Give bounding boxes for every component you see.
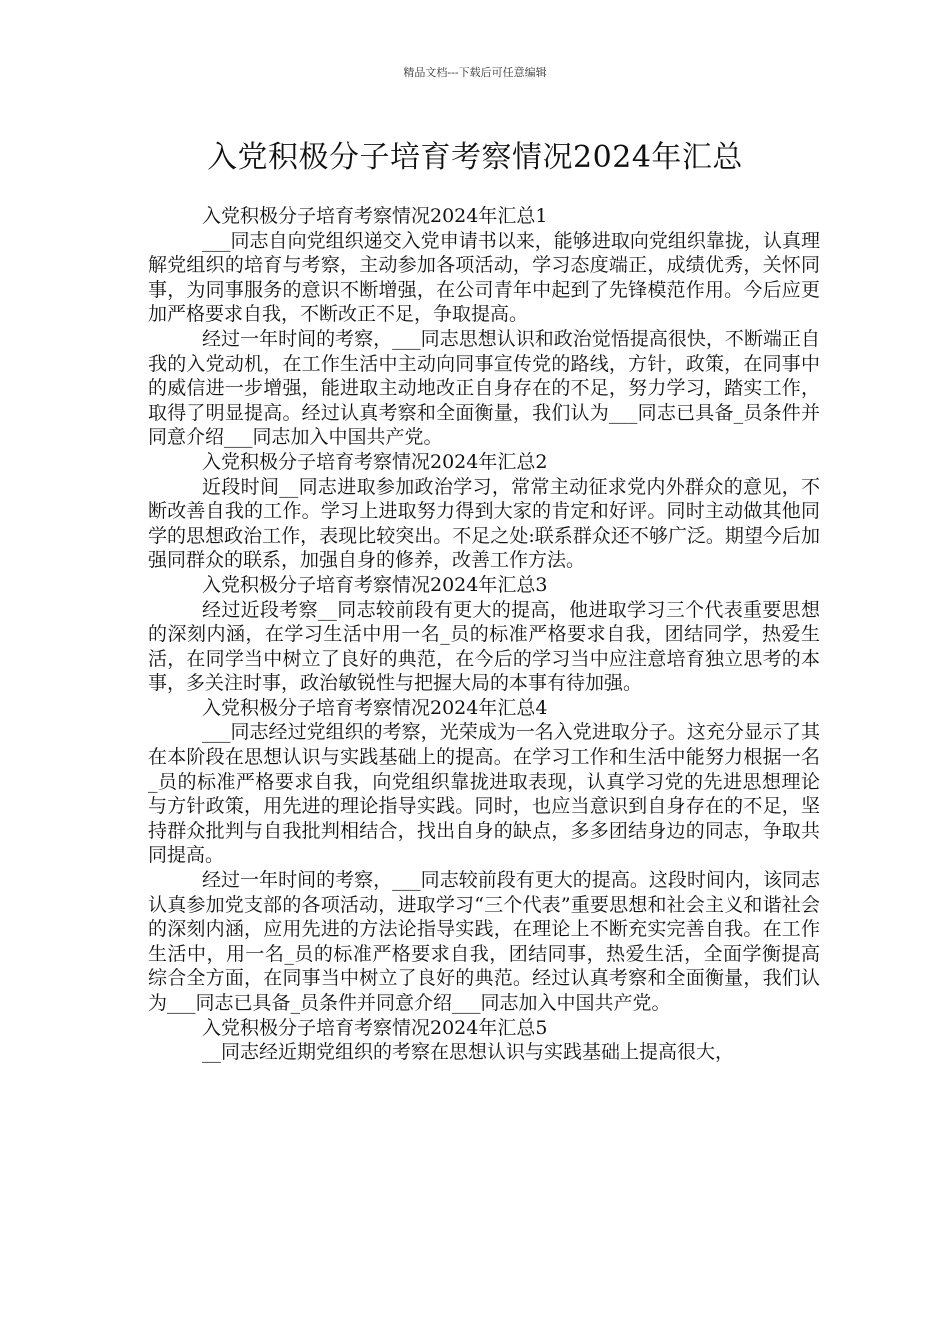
paragraph: ___同志经过党组织的考察，光荣成为一名入党进取分子。这充分显示了其在本阶段在思想认识与实践基础上的提高。在学习工作和生活中能努力根据一名_员的标准严格要求自我，向党组织靠拢进取表现，认真学习党的先进思想理论与方针政策，用先进的理论指导实践。同时，也应当意识到自身存在的不足，坚持群众批判与自我批判相结合，找出自身的缺点，多多团结身边的同志，争取共同提高。: [148, 721, 820, 867]
section-heading-3: 入党积极分子培育考察情况2024年汇总3: [202, 573, 548, 596]
document-body: [148, 204, 820, 1065]
paragraph: 近段时间__同志进取参加政治学习，常常主动征求党内外群众的意见，不断改善自我的工作。学习上进取努力得到大家的肯定和好评。同时主动做其他同学的思想政治工作，表现比较突出。不足之处:联系群众还不够广泛。期望今后加强同群众的联系，加强自身的修养，改善工作方法。: [148, 475, 820, 572]
section-heading-5: 入党积极分子培育考察情况2024年汇总5: [202, 1016, 548, 1039]
section-heading-4: 入党积极分子培育考察情况2024年汇总4: [202, 696, 548, 719]
paragraph: 经过一年时间的考察，___同志较前段有更大的提高。这段时间内，该同志认真参加党支部的各项活动，进取学习“三个代表”重要思想和社会主义和谐社会的深刻内涵，应用先进的方法论指导实践，在理论上不断充实完善自我。在工作生活中，用一名_员的标准严格要求自我，团结同事，热爱生活，全面学衡提高综合全方面，在同事当中树立了良好的典范。经过认真考察和全面衡量，我们认为___同志已具备_员条件并同意介绍___同志加入中国共产党。: [148, 869, 820, 1014]
page-header: 精品文档---下载后可任意编辑: [403, 66, 547, 79]
paragraph: 经过一年时间的考察，___同志思想认识和政治觉悟提高很快，不断端正自我的入党动机，在工作生活中主动向同事宣传党的路线，方针，政策，在同事中的威信进一步增强，能进取主动地改正自身存在的不足，努力学习，踏实工作，取得了明显提高。经过认真考察和全面衡量，我们认为___同志已具备_员条件并同意介绍___同志加入中国共产党。: [148, 327, 820, 449]
section-heading-2: 入党积极分子培育考察情况2024年汇总2: [202, 450, 548, 473]
document-title: 入党积极分子培育考察情况2024年汇总: [207, 140, 743, 175]
paragraph: __同志经近期党组织的考察在思想认识与实践基础上提高很大，: [202, 1041, 735, 1064]
paragraph: 经过近段考察__同志较前段有更大的提高，他进取学习三个代表重要思想的深刻内涵，在学习生活中用一名_员的标准严格要求自我，团结同学，热爱生活，在同学当中树立了良好的典范，在今后的学习当中应注意培育独立思考的本事，多关注时事，政治敏锐性与把握大局的本事有待加强。: [148, 598, 820, 695]
paragraph: ___同志自向党组织递交入党申请书以来，能够进取向党组织靠拢，认真理解党组织的培育与考察，主动参加各项活动，学习态度端正，成绩优秀，关怀同事，为同事服务的意识不断增强，在公司青年中起到了先锋模范作用。今后应更加严格要求自我，不断改正不足，争取提高。: [148, 229, 820, 326]
section-heading-1: 入党积极分子培育考察情况2024年汇总1: [202, 205, 548, 227]
